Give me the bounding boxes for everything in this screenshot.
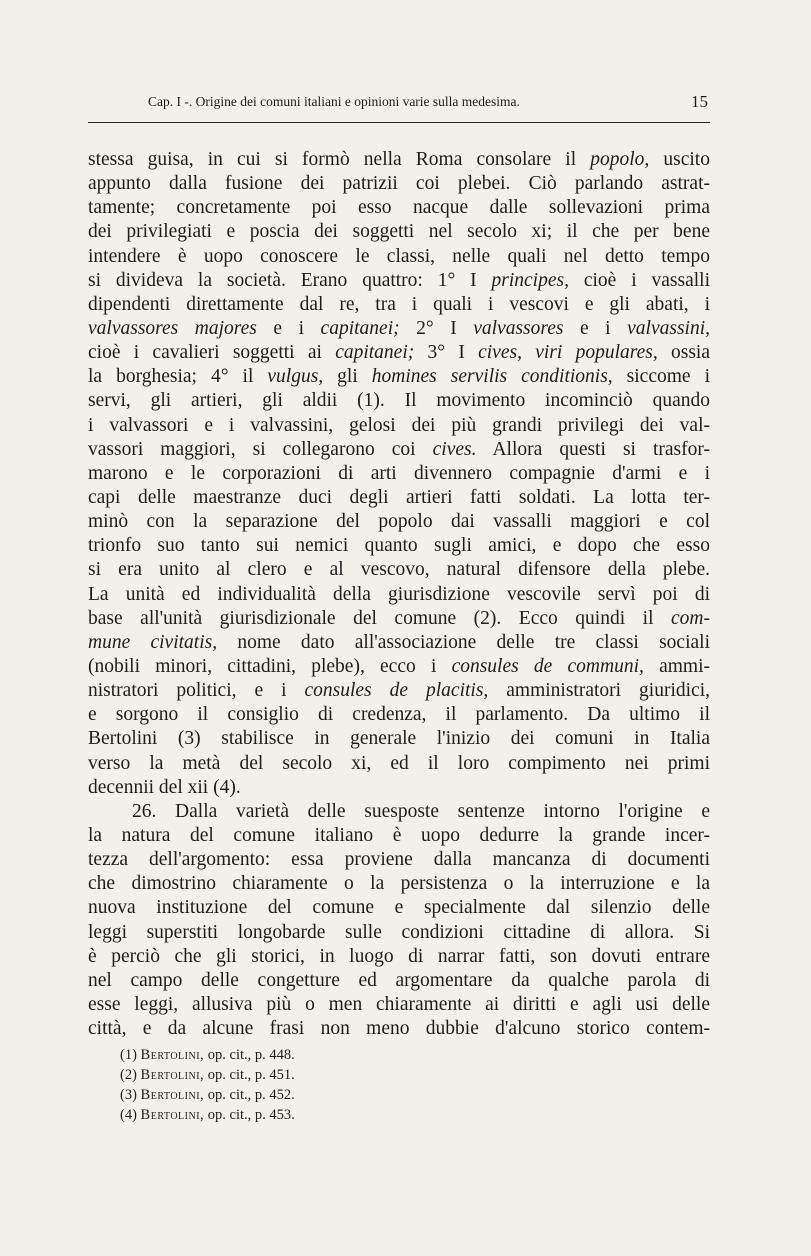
page-number: 15 (691, 92, 708, 111)
text-line (88, 921, 710, 945)
italic-segment: com- (671, 607, 710, 629)
italic-segment: mune civitatis, (88, 631, 218, 653)
text-line (88, 558, 710, 582)
text-line (88, 631, 710, 655)
footnote-reference: op. cit., p. 448. (207, 1047, 295, 1063)
italic-segment: capitanei; (320, 317, 400, 339)
text-segment: stessa guisa, in cui si formò nella Roma consolare il (88, 149, 591, 170)
footnote-number: (2) (120, 1067, 137, 1083)
text-segment: 26. Dalla varietà delle suesposte sentenze intorno l'origine e (132, 800, 710, 822)
text-segment: 3° I (414, 342, 479, 364)
text-line (88, 438, 710, 462)
text-line (88, 486, 710, 510)
text-line (88, 148, 710, 172)
text-segment: ammi- (643, 655, 710, 677)
italic-segment: valvassores majores (88, 317, 257, 339)
text-segment: amministratori giuridici, (488, 680, 710, 702)
text-segment: decennii del xii (4). (88, 776, 241, 798)
text-segment: gli (323, 366, 372, 388)
text-segment: Allora questi si trasfor- (476, 438, 710, 460)
text-segment: cioè i vassalli (568, 269, 710, 291)
text-line (88, 220, 710, 244)
italic-segment: vulgus, (267, 366, 324, 388)
text-segment: e i (563, 317, 628, 339)
text-line (88, 993, 710, 1017)
text-line (88, 752, 710, 776)
text-segment: ossia (657, 342, 711, 364)
text-segment: tamente; concretamente poi esso nacque dalle sollevazioni prima (88, 197, 710, 219)
text-segment: marono e le corporazioni di arti divennero compagnie d'armi e i (88, 462, 710, 484)
text-segment: appunto dalla fusione dei patrizii coi plebei. Ciò parlando astrat- (88, 173, 710, 195)
text-line (88, 172, 710, 196)
text-line (88, 583, 710, 607)
text-segment: e sorgono il consiglio di credenza, il parlamento. Da ultimo il (88, 704, 710, 726)
text-segment: i valvassori e i valvassini, gelosi dei più grandi privilegi dei val- (88, 414, 710, 436)
text-line (88, 679, 710, 703)
text-segment: verso la metà del secolo xi, ed il loro compimento nei primi (88, 752, 710, 774)
italic-segment: consules de placitis, (304, 680, 489, 702)
text-line (88, 534, 710, 558)
body-text (88, 148, 710, 1041)
footnote-number: (3) (120, 1087, 137, 1103)
footnotes (120, 1045, 520, 1125)
footnote-author: Bertolini, (140, 1067, 205, 1083)
text-line (88, 245, 710, 269)
text-line (88, 607, 710, 631)
text-segment: Bertolini (3) stabilisce in generale l'inizio dei comuni in Italia (88, 728, 710, 750)
footnote (120, 1105, 520, 1125)
text-segment: nel campo delle congetture ed argomentare da qualche parola di (88, 969, 710, 991)
text-segment: nuova instituzione del comune e specialmente dal silenzio delle (88, 897, 710, 919)
italic-segment: valvassini, (627, 317, 710, 339)
text-segment: siccome i (612, 366, 710, 388)
text-segment: leggi superstiti longobarde sulle condizioni cittadine di allora. Si (88, 921, 710, 943)
text-line (88, 896, 710, 920)
text-line (88, 848, 710, 872)
footnote-author: Bertolini, (140, 1047, 205, 1063)
text-line (88, 872, 710, 896)
italic-segment: principes, (491, 269, 569, 291)
text-segment: cioè i cavalieri soggetti ai (88, 342, 336, 364)
text-segment: trionfo suo tanto sui nemici quanto sugli amici, e dopo che esso (88, 535, 710, 557)
text-line (88, 196, 710, 220)
text-line (88, 462, 710, 486)
text-line (88, 703, 710, 727)
text-segment: che dimostrino chiaramente o la persistenza o la interruzione e la (88, 873, 710, 895)
text-segment: esse leggi, allusiva più o men chiaramente ai diritti e agli usi delle (88, 993, 710, 1015)
text-line (88, 800, 710, 824)
header-rule (88, 122, 710, 123)
text-segment: nistratori politici, e i (88, 680, 305, 702)
text-line (88, 365, 710, 389)
italic-segment: capitanei; (335, 342, 415, 364)
footnote (120, 1065, 520, 1085)
footnote-author: Bertolini, (140, 1107, 205, 1123)
footnote (120, 1085, 520, 1105)
text-segment: città, e da alcune frasi non meno dubbie d'alcuno storico contem- (88, 1018, 710, 1040)
text-line (88, 269, 710, 293)
text-line (88, 389, 710, 413)
chapter-title: Cap. I -. Origine dei comuni italiani e opinioni varie sulla medesima. (148, 94, 520, 109)
text-segment: e i (256, 317, 321, 339)
italic-segment: valvassores (473, 317, 564, 339)
footnote-author: Bertolini, (140, 1087, 205, 1103)
footnote-reference: op. cit., p. 452. (207, 1087, 295, 1103)
text-line (88, 776, 710, 800)
italic-segment: popolo, (590, 149, 650, 170)
text-segment: la borghesia; 4° il (88, 366, 268, 388)
footnote-number: (4) (120, 1107, 137, 1123)
italic-segment: cives. (432, 438, 477, 460)
text-segment: (nobili minori, cittadini, plebe), ecco i (88, 655, 452, 677)
running-header (148, 92, 708, 114)
text-segment: intendere è uopo conoscere le classi, nelle quali nel detto tempo (88, 245, 710, 267)
footnote-reference: op. cit., p. 453. (207, 1107, 295, 1123)
text-segment: dipendenti direttamente dal re, tra i quali i vescovi e gli abati, i (88, 293, 710, 315)
text-segment: dei privilegiati e poscia dei soggetti nel secolo xi; il che per bene (88, 221, 710, 243)
text-line (88, 727, 710, 751)
text-segment: si era unito al clero e al vescovo, natural difensore della plebe. (88, 559, 710, 581)
italic-segment: homines servilis conditionis, (371, 366, 613, 388)
text-line (88, 824, 710, 848)
text-segment: servi, gli artieri, gli aldii (1). Il movimento incominciò quando (88, 390, 710, 412)
text-segment: capi delle maestranze duci degli artieri fatti soldati. La lotta ter- (88, 486, 710, 508)
text-segment: si divideva la società. Erano quattro: 1° I (88, 269, 492, 291)
text-line (88, 969, 710, 993)
text-segment: la natura del comune italiano è uopo dedurre la grande incer- (88, 824, 710, 846)
text-line (88, 510, 710, 534)
text-segment: minò con la separazione del popolo dai vassalli maggiori e col (88, 511, 710, 533)
text-segment: è perciò che gli storici, in luogo di narrar fatti, son dovuti entrare (88, 945, 710, 967)
text-line (88, 414, 710, 438)
text-line (88, 293, 710, 317)
text-line (88, 945, 710, 969)
text-line (88, 655, 710, 679)
text-line (88, 1017, 710, 1041)
text-segment: tezza dell'argomento: essa proviene dalla mancanza di documenti (88, 849, 710, 871)
footnote-reference: op. cit., p. 451. (207, 1067, 295, 1083)
text-line (88, 317, 710, 341)
text-segment: base all'unità giurisdizionale del comune (2). Ecco quindi il (88, 607, 672, 629)
text-segment: La unità ed individualità della giurisdizione vescovile servì poi di (88, 583, 710, 605)
text-segment: vassori maggiori, si collegarono coi (88, 438, 433, 460)
footnote (120, 1045, 520, 1065)
text-segment: nome dato all'associazione delle tre classi sociali (217, 631, 710, 653)
text-segment: 2° I (399, 317, 474, 339)
text-segment: uscito (649, 149, 710, 170)
italic-segment: cives, viri populares, (478, 342, 658, 364)
italic-segment: consules de communi, (451, 655, 644, 677)
footnote-number: (1) (120, 1047, 137, 1063)
text-line (88, 341, 710, 365)
